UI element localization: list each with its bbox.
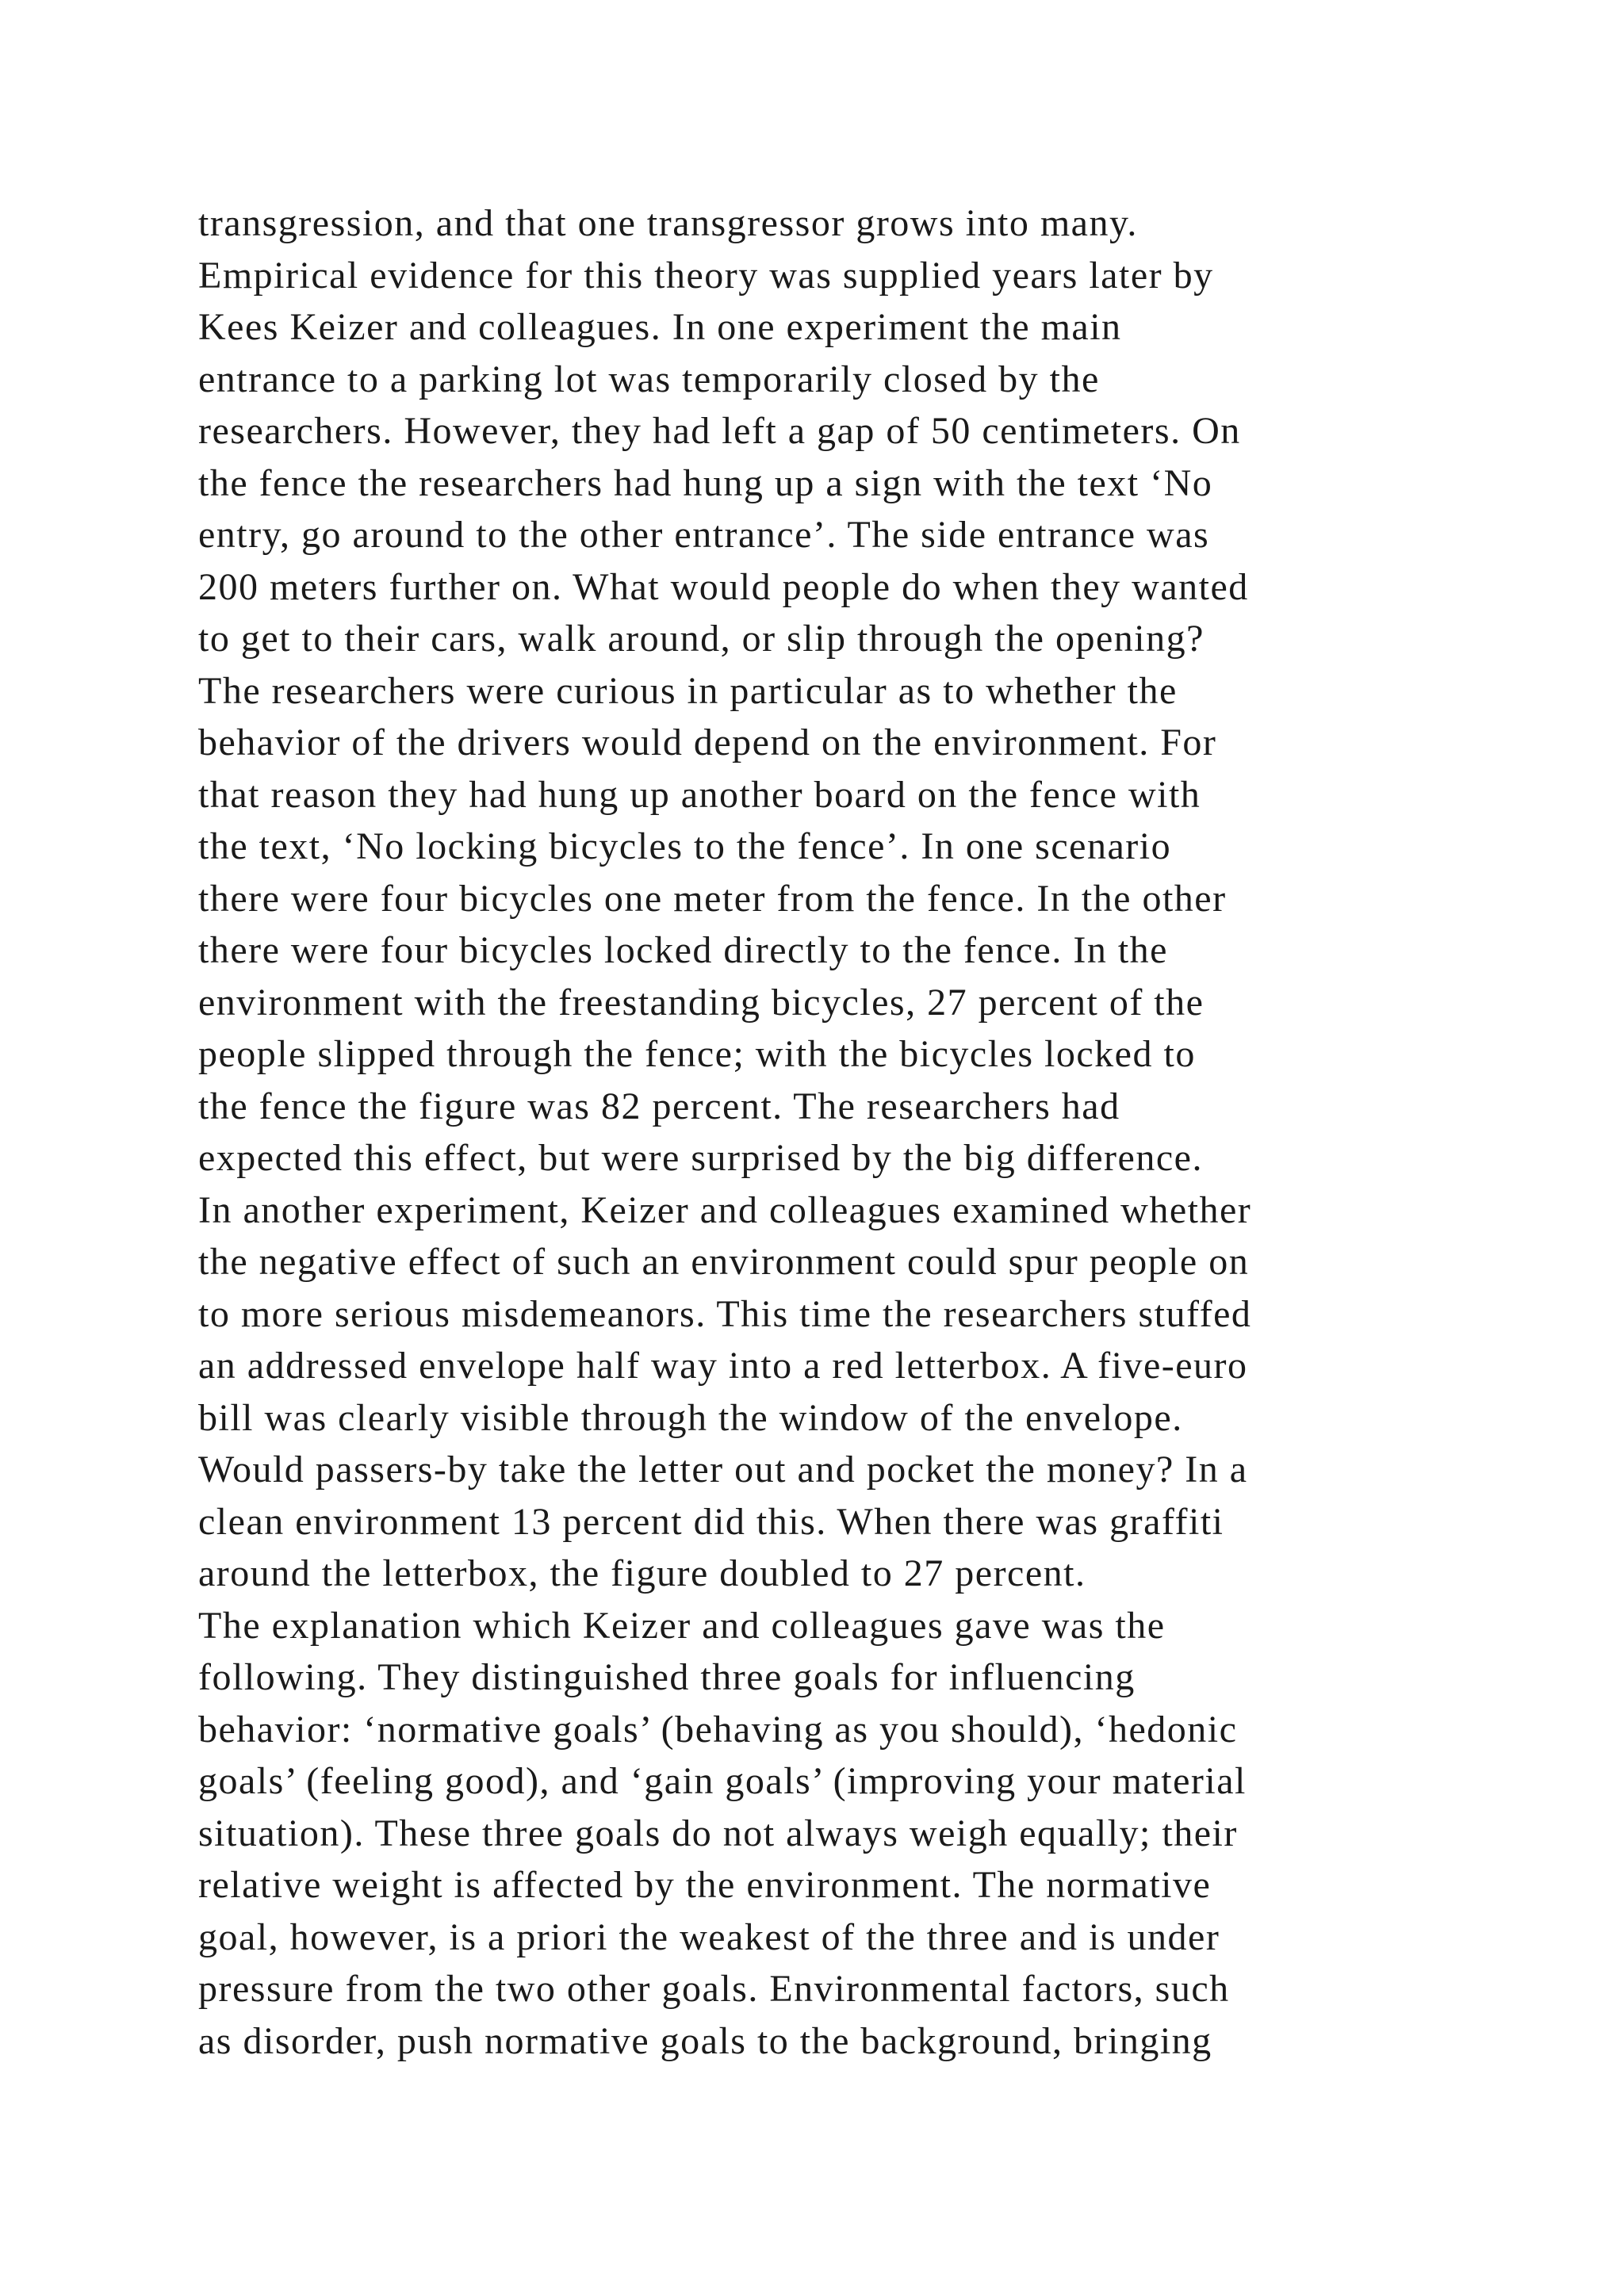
text-line: the negative effect of such an environment could spur people on bbox=[198, 1241, 1250, 1283]
text-line: as disorder, push normative goals to the background, bringing bbox=[198, 2019, 1212, 2062]
text-line: relative weight is affected by the environment. The normative bbox=[198, 1864, 1212, 1906]
text-line: the fence the researchers had hung up a sign with the text ‘No bbox=[198, 461, 1213, 504]
text-line: an addressed envelope half way into a red letterbox. A five-euro bbox=[198, 1345, 1248, 1387]
text-line: to more serious misdemeanors. This time the researchers stuffed bbox=[198, 1292, 1252, 1335]
text-line: environment with the freestanding bicycles, 27 percent of the bbox=[198, 981, 1205, 1024]
text-line: people slipped through the fence; with the bicycles locked to bbox=[198, 1033, 1196, 1075]
text-line: behavior: ‘normative goals’ (behaving as you should), ‘hedonic bbox=[198, 1708, 1238, 1751]
text-line: Empirical evidence for this theory was supplied years later by bbox=[198, 254, 1214, 297]
text-line: transgression, and that one transgressor grows into many. bbox=[198, 202, 1138, 244]
text-line: the text, ‘No locking bicycles to the fence’. In one scenario bbox=[198, 825, 1172, 867]
text-line: bill was clearly visible through the window of the envelope. bbox=[198, 1396, 1183, 1439]
text-line: pressure from the two other goals. Environmental factors, such bbox=[198, 1968, 1230, 2010]
text-line: situation). These three goals do not always weigh equally; their bbox=[198, 1812, 1238, 1854]
text-line: behavior of the drivers would depend on the environment. For bbox=[198, 721, 1217, 763]
text-line: Would passers-by take the letter out and pocket the money? In a bbox=[198, 1448, 1248, 1490]
text-line: researchers. However, they had left a gap of 50 centimeters. On bbox=[198, 410, 1241, 452]
text-line: 200 meters further on. What would people do when they wanted bbox=[198, 565, 1249, 608]
text-line: goals’ (feeling good), and ‘gain goals’ (improving your material bbox=[198, 1760, 1247, 1802]
text-line: to get to their cars, walk around, or slip through the opening? bbox=[198, 618, 1205, 660]
text-line: around the letterbox, the figure doubled to 27 percent. bbox=[198, 1552, 1086, 1594]
text-line: Kees Keizer and colleagues. In one experiment the main bbox=[198, 306, 1122, 348]
text-line: The explanation which Keizer and colleagues gave was the bbox=[198, 1604, 1166, 1647]
text-line: goal, however, is a priori the weakest of the three and is under bbox=[198, 1915, 1220, 1958]
text-line: that reason they had hung up another board on the fence with bbox=[198, 773, 1201, 816]
text-line: there were four bicycles one meter from the fence. In the other bbox=[198, 877, 1227, 920]
text-line: clean environment 13 percent did this. When there was graffiti bbox=[198, 1500, 1224, 1543]
text-line: expected this effect, but were surprised by the big difference. bbox=[198, 1137, 1203, 1179]
text-line: entrance to a parking lot was temporarily closed by the bbox=[198, 358, 1100, 400]
text-line: there were four bicycles locked directly to the fence. In the bbox=[198, 929, 1168, 971]
text-line: following. They distinguished three goals for influencing bbox=[198, 1656, 1136, 1698]
text-line: In another experiment, Keizer and colleagues examined whether bbox=[198, 1188, 1252, 1231]
text-line: The researchers were curious in particular as to whether the bbox=[198, 669, 1178, 712]
body-text bbox=[198, 197, 1483, 2067]
text-line: entry, go around to the other entrance’. The side entrance was bbox=[198, 514, 1210, 556]
text-line: the fence the figure was 82 percent. The researchers had bbox=[198, 1085, 1120, 1127]
